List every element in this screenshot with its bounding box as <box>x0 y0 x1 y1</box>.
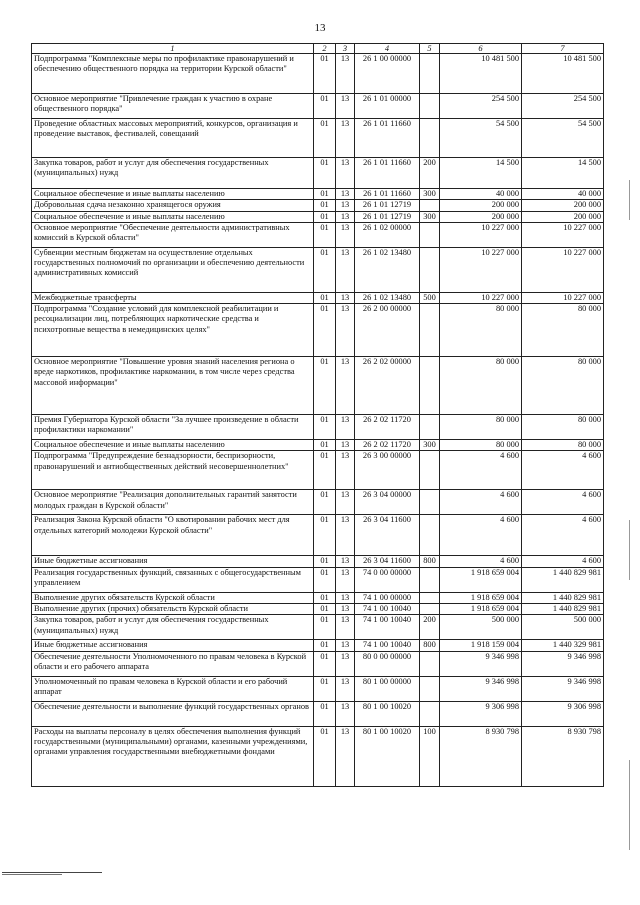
row-name: Обеспечение деятельности Уполномоченного по правам человека в Курской области и его рабочего аппарата <box>32 651 314 676</box>
row-subsection-code: 13 <box>336 54 355 94</box>
row-subsection-code: 13 <box>336 357 355 415</box>
table-row <box>32 94 604 119</box>
row-subsection-code: 13 <box>336 592 355 603</box>
row-name: Подпрограмма "Комплексные меры по профилактике правонарушений и обеспечению общественного порядка на территории Курской области" <box>32 54 314 94</box>
row-name: Социальное обеспечение и иные выплаты населению <box>32 440 314 451</box>
table-row <box>32 490 604 515</box>
row-amount-year2: 9 346 998 <box>522 651 604 676</box>
row-target-article: 26 1 01 11660 <box>355 158 420 189</box>
row-expense-type <box>420 200 440 211</box>
row-target-article: 26 1 01 12719 <box>355 200 420 211</box>
row-section-code: 01 <box>314 94 336 119</box>
row-amount-year1: 1 918 159 004 <box>440 640 522 651</box>
row-amount-year1: 1 918 659 004 <box>440 567 522 592</box>
row-name: Основное мероприятие "Привлечение граждан к участию в охране общественного порядка" <box>32 94 314 119</box>
row-name: Выполнение других обязательств Курской области <box>32 592 314 603</box>
row-expense-type: 300 <box>420 440 440 451</box>
budget-table <box>31 43 604 787</box>
table-row <box>32 440 604 451</box>
scan-edge-mark <box>629 760 630 850</box>
row-amount-year2: 9 346 998 <box>522 676 604 701</box>
table-row <box>32 304 604 357</box>
row-section-code: 01 <box>314 119 336 158</box>
row-expense-type: 100 <box>420 726 440 786</box>
row-amount-year1: 80 000 <box>440 415 522 440</box>
row-subsection-code: 13 <box>336 490 355 515</box>
row-section-code: 01 <box>314 592 336 603</box>
row-amount-year2: 54 500 <box>522 119 604 158</box>
row-section-code: 01 <box>314 676 336 701</box>
row-subsection-code: 13 <box>336 415 355 440</box>
row-amount-year2: 8 930 798 <box>522 726 604 786</box>
row-name: Премия Губернатора Курской области "За лучшее произведение в области профилактики наркомании" <box>32 415 314 440</box>
row-target-article: 80 0 00 00000 <box>355 651 420 676</box>
table-row <box>32 515 604 556</box>
row-name: Межбюджетные трансферты <box>32 292 314 303</box>
table-row <box>32 357 604 415</box>
row-amount-year2: 9 306 998 <box>522 701 604 726</box>
row-target-article: 26 3 04 11600 <box>355 556 420 567</box>
row-expense-type <box>420 357 440 415</box>
row-amount-year1: 254 500 <box>440 94 522 119</box>
row-amount-year2: 1 440 329 981 <box>522 640 604 651</box>
row-amount-year1: 9 346 998 <box>440 651 522 676</box>
row-subsection-code: 13 <box>336 676 355 701</box>
row-subsection-code: 13 <box>336 247 355 292</box>
row-amount-year1: 8 930 798 <box>440 726 522 786</box>
row-name: Проведение областных массовых мероприятий, конкурсов, организация и проведение выставок, фестивалей, совещаний <box>32 119 314 158</box>
row-amount-year1: 10 227 000 <box>440 247 522 292</box>
row-amount-year2: 200 000 <box>522 211 604 222</box>
row-expense-type: 800 <box>420 640 440 651</box>
row-section-code: 01 <box>314 701 336 726</box>
row-subsection-code: 13 <box>336 604 355 615</box>
row-subsection-code: 13 <box>336 222 355 247</box>
row-amount-year1: 4 600 <box>440 490 522 515</box>
row-name: Социальное обеспечение и иные выплаты населению <box>32 189 314 200</box>
row-name: Реализация государственных функций, связанных с общегосударственным управлением <box>32 567 314 592</box>
row-subsection-code: 13 <box>336 726 355 786</box>
row-subsection-code: 13 <box>336 211 355 222</box>
page-number: 13 <box>314 22 326 34</box>
row-expense-type <box>420 592 440 603</box>
table-row <box>32 200 604 211</box>
row-amount-year2: 40 000 <box>522 189 604 200</box>
row-section-code: 01 <box>314 247 336 292</box>
column-header: 5 <box>420 44 440 54</box>
row-section-code: 01 <box>314 357 336 415</box>
row-expense-type: 200 <box>420 158 440 189</box>
row-name: Основное мероприятие "Повышение уровня знаний населения региона о вреде наркотиков, профилактике наркомании, в том числе через средства массовой информации" <box>32 357 314 415</box>
row-subsection-code: 13 <box>336 189 355 200</box>
row-name: Выполнение других (прочих) обязательств Курской области <box>32 604 314 615</box>
row-amount-year1: 80 000 <box>440 357 522 415</box>
row-expense-type <box>420 451 440 490</box>
row-amount-year2: 80 000 <box>522 357 604 415</box>
row-amount-year1: 80 000 <box>440 304 522 357</box>
row-amount-year1: 200 000 <box>440 211 522 222</box>
scan-edge-mark <box>629 520 630 580</box>
row-amount-year2: 10 227 000 <box>522 222 604 247</box>
row-target-article: 26 1 01 12719 <box>355 211 420 222</box>
table-row <box>32 211 604 222</box>
row-target-article: 26 2 02 00000 <box>355 357 420 415</box>
row-amount-year1: 1 918 659 004 <box>440 592 522 603</box>
row-section-code: 01 <box>314 651 336 676</box>
row-section-code: 01 <box>314 200 336 211</box>
table-row <box>32 158 604 189</box>
row-expense-type: 200 <box>420 615 440 640</box>
row-amount-year2: 10 227 000 <box>522 247 604 292</box>
row-section-code: 01 <box>314 415 336 440</box>
row-target-article: 74 0 00 00000 <box>355 567 420 592</box>
row-amount-year1: 10 227 000 <box>440 292 522 303</box>
row-name: Основное мероприятие "Реализация дополнительных гарантий занятости молодых граждан в Курской области" <box>32 490 314 515</box>
row-section-code: 01 <box>314 222 336 247</box>
row-name: Уполномоченный по правам человека в Курской области и его рабочий аппарат <box>32 676 314 701</box>
row-amount-year2: 254 500 <box>522 94 604 119</box>
row-target-article: 26 2 02 11720 <box>355 415 420 440</box>
table-row <box>32 556 604 567</box>
scan-edge-mark <box>629 180 630 220</box>
row-section-code: 01 <box>314 615 336 640</box>
row-amount-year1: 40 000 <box>440 189 522 200</box>
row-target-article: 26 1 01 00000 <box>355 94 420 119</box>
table-row <box>32 222 604 247</box>
row-target-article: 26 1 02 00000 <box>355 222 420 247</box>
row-subsection-code: 13 <box>336 640 355 651</box>
table-row <box>32 651 604 676</box>
row-name: Обеспечение деятельности и выполнение функций государственных органов <box>32 701 314 726</box>
row-target-article: 26 1 01 11660 <box>355 119 420 158</box>
row-amount-year2: 200 000 <box>522 200 604 211</box>
row-expense-type <box>420 222 440 247</box>
row-name: Основное мероприятие "Обеспечение деятельности административных комиссий в Курской области" <box>32 222 314 247</box>
row-expense-type <box>420 247 440 292</box>
row-subsection-code: 13 <box>336 200 355 211</box>
row-name: Реализация Закона Курской области "О квотировании рабочих мест для отдельных категорий молодежи Курской области" <box>32 515 314 556</box>
table-row <box>32 189 604 200</box>
table-row <box>32 415 604 440</box>
row-expense-type <box>420 415 440 440</box>
row-amount-year1: 54 500 <box>440 119 522 158</box>
column-header: 6 <box>440 44 522 54</box>
table-row <box>32 726 604 786</box>
row-amount-year1: 1 918 659 004 <box>440 604 522 615</box>
row-section-code: 01 <box>314 158 336 189</box>
row-subsection-code: 13 <box>336 567 355 592</box>
column-header: 1 <box>32 44 314 54</box>
row-section-code: 01 <box>314 515 336 556</box>
row-amount-year2: 14 500 <box>522 158 604 189</box>
row-section-code: 01 <box>314 451 336 490</box>
row-amount-year1: 200 000 <box>440 200 522 211</box>
row-name: Закупка товаров, работ и услуг для обеспечения государственных (муниципальных) нужд <box>32 158 314 189</box>
table-row <box>32 676 604 701</box>
row-subsection-code: 13 <box>336 304 355 357</box>
table-row <box>32 119 604 158</box>
row-amount-year1: 4 600 <box>440 556 522 567</box>
row-subsection-code: 13 <box>336 94 355 119</box>
table-body <box>32 54 604 787</box>
table-row <box>32 592 604 603</box>
row-expense-type: 800 <box>420 556 440 567</box>
row-amount-year1: 4 600 <box>440 451 522 490</box>
column-header: 4 <box>355 44 420 54</box>
row-expense-type: 300 <box>420 211 440 222</box>
row-subsection-code: 13 <box>336 119 355 158</box>
row-amount-year1: 9 346 998 <box>440 676 522 701</box>
table-row <box>32 247 604 292</box>
row-subsection-code: 13 <box>336 158 355 189</box>
row-amount-year2: 4 600 <box>522 515 604 556</box>
row-amount-year2: 10 481 500 <box>522 54 604 94</box>
column-header: 3 <box>336 44 355 54</box>
row-amount-year2: 500 000 <box>522 615 604 640</box>
row-target-article: 26 3 04 00000 <box>355 490 420 515</box>
row-amount-year2: 10 227 000 <box>522 292 604 303</box>
row-amount-year2: 4 600 <box>522 556 604 567</box>
row-amount-year1: 500 000 <box>440 615 522 640</box>
row-expense-type <box>420 119 440 158</box>
row-expense-type: 500 <box>420 292 440 303</box>
row-expense-type <box>420 304 440 357</box>
row-target-article: 74 1 00 10040 <box>355 640 420 651</box>
row-amount-year2: 80 000 <box>522 440 604 451</box>
row-section-code: 01 <box>314 189 336 200</box>
row-section-code: 01 <box>314 640 336 651</box>
row-target-article: 26 1 00 00000 <box>355 54 420 94</box>
table-row <box>32 604 604 615</box>
table-row <box>32 451 604 490</box>
row-expense-type <box>420 54 440 94</box>
row-target-article: 26 3 04 11600 <box>355 515 420 556</box>
row-section-code: 01 <box>314 440 336 451</box>
row-target-article: 74 1 00 00000 <box>355 592 420 603</box>
row-subsection-code: 13 <box>336 440 355 451</box>
row-subsection-code: 13 <box>336 615 355 640</box>
row-amount-year1: 14 500 <box>440 158 522 189</box>
row-target-article: 26 3 00 00000 <box>355 451 420 490</box>
row-target-article: 74 1 00 10040 <box>355 615 420 640</box>
row-target-article: 26 1 02 13480 <box>355 247 420 292</box>
table-row <box>32 701 604 726</box>
row-section-code: 01 <box>314 604 336 615</box>
row-expense-type <box>420 701 440 726</box>
table-row <box>32 640 604 651</box>
table-row <box>32 615 604 640</box>
row-subsection-code: 13 <box>336 515 355 556</box>
row-name: Добровольная сдача незаконно хранящегося оружия <box>32 200 314 211</box>
row-amount-year2: 4 600 <box>522 490 604 515</box>
row-subsection-code: 13 <box>336 556 355 567</box>
row-target-article: 80 1 00 10020 <box>355 726 420 786</box>
row-expense-type <box>420 651 440 676</box>
row-section-code: 01 <box>314 304 336 357</box>
column-number-row <box>32 44 604 54</box>
row-section-code: 01 <box>314 490 336 515</box>
row-section-code: 01 <box>314 726 336 786</box>
row-name: Иные бюджетные ассигнования <box>32 556 314 567</box>
row-amount-year2: 80 000 <box>522 415 604 440</box>
row-expense-type <box>420 515 440 556</box>
row-amount-year2: 4 600 <box>522 451 604 490</box>
row-target-article: 26 2 00 00000 <box>355 304 420 357</box>
row-amount-year1: 10 227 000 <box>440 222 522 247</box>
row-amount-year1: 4 600 <box>440 515 522 556</box>
row-target-article: 26 2 02 11720 <box>355 440 420 451</box>
table-row <box>32 292 604 303</box>
row-section-code: 01 <box>314 556 336 567</box>
row-amount-year2: 1 440 829 981 <box>522 604 604 615</box>
row-target-article: 80 1 00 10020 <box>355 701 420 726</box>
row-amount-year1: 9 306 998 <box>440 701 522 726</box>
table-row <box>32 54 604 94</box>
row-target-article: 26 1 02 13480 <box>355 292 420 303</box>
footer-rule-short <box>2 874 62 875</box>
row-expense-type <box>420 490 440 515</box>
row-section-code: 01 <box>314 292 336 303</box>
row-subsection-code: 13 <box>336 451 355 490</box>
row-subsection-code: 13 <box>336 292 355 303</box>
row-expense-type <box>420 94 440 119</box>
row-name: Подпрограмма "Создание условий для комплексной реабилитации и ресоциализации лиц, потребляющих наркотические средства и психотропные вещества в немедицинских целях" <box>32 304 314 357</box>
row-target-article: 26 1 01 11660 <box>355 189 420 200</box>
row-subsection-code: 13 <box>336 651 355 676</box>
row-expense-type: 300 <box>420 189 440 200</box>
row-expense-type <box>420 676 440 701</box>
column-header: 7 <box>522 44 604 54</box>
row-name: Расходы на выплаты персоналу в целях обеспечения выполнения функций государственными (муниципальными) органами, казенными учреждениями, органами управления государственными внебюджетными фондами <box>32 726 314 786</box>
table-row <box>32 567 604 592</box>
row-name: Иные бюджетные ассигнования <box>32 640 314 651</box>
row-amount-year2: 1 440 829 981 <box>522 567 604 592</box>
column-header: 2 <box>314 44 336 54</box>
row-expense-type <box>420 604 440 615</box>
row-section-code: 01 <box>314 211 336 222</box>
row-name: Субвенции местным бюджетам на осуществление отдельных государственных полномочий по организации и обеспечению деятельности административных комиссий <box>32 247 314 292</box>
row-section-code: 01 <box>314 54 336 94</box>
footer-rule <box>2 872 102 873</box>
row-amount-year2: 80 000 <box>522 304 604 357</box>
row-subsection-code: 13 <box>336 701 355 726</box>
row-amount-year2: 1 440 829 981 <box>522 592 604 603</box>
row-section-code: 01 <box>314 567 336 592</box>
row-target-article: 80 1 00 00000 <box>355 676 420 701</box>
row-name: Социальное обеспечение и иные выплаты населению <box>32 211 314 222</box>
row-name: Закупка товаров, работ и услуг для обеспечения государственных (муниципальных) нужд <box>32 615 314 640</box>
row-amount-year1: 10 481 500 <box>440 54 522 94</box>
row-amount-year1: 80 000 <box>440 440 522 451</box>
row-name: Подпрограмма "Предупреждение безнадзорности, беспризорности, правонарушений и антиобщественных действий несовершеннолетних" <box>32 451 314 490</box>
row-target-article: 74 1 00 10040 <box>355 604 420 615</box>
row-expense-type <box>420 567 440 592</box>
